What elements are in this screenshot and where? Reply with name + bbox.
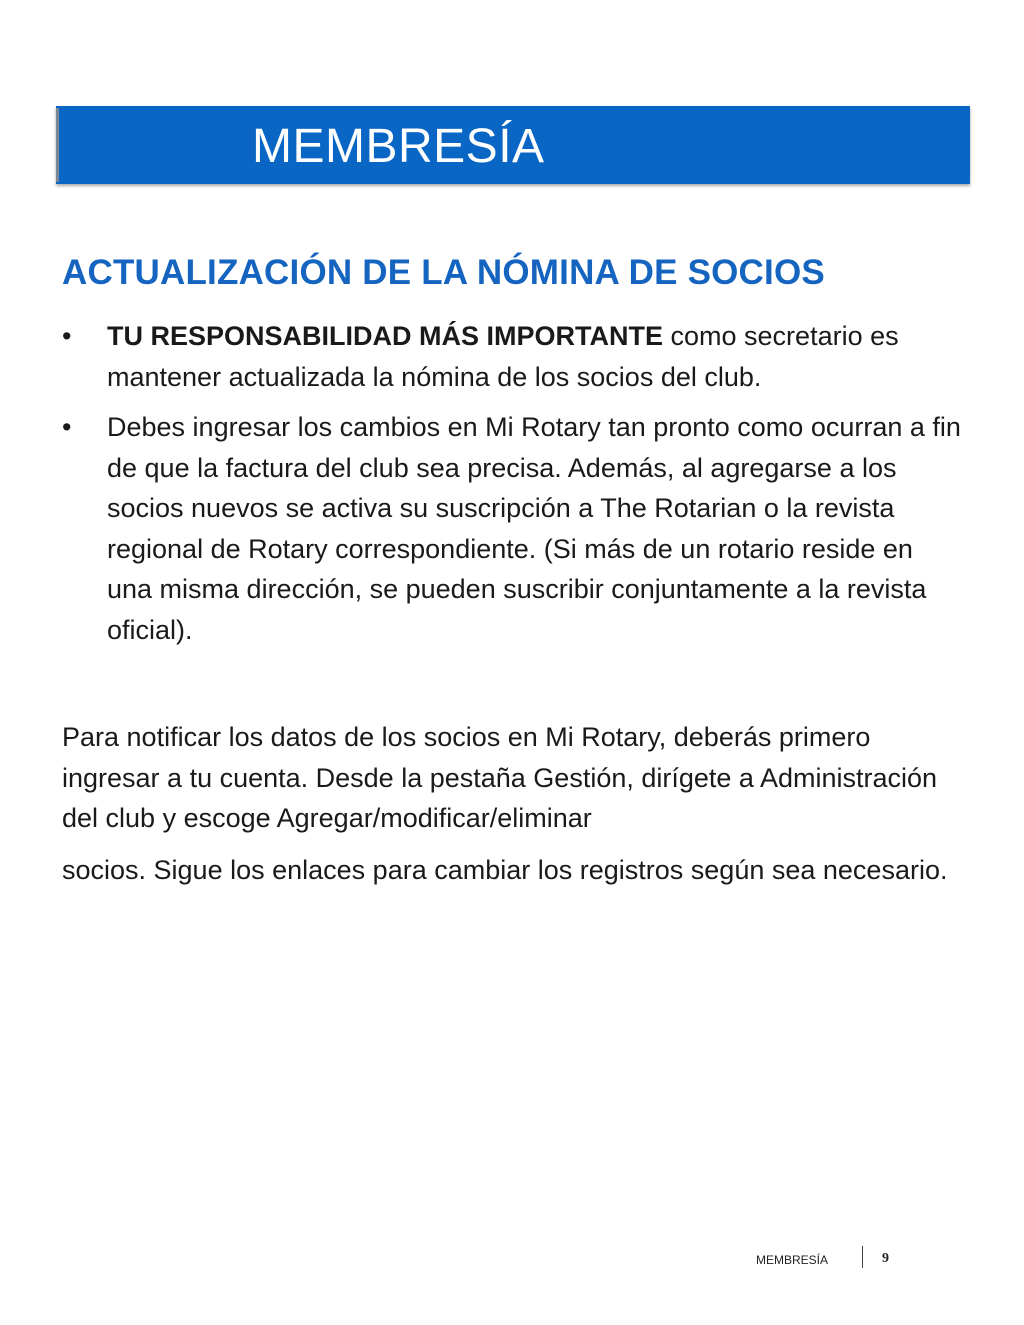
bullet-text: como secretario es mantener actualizada la nómina de los socios del club. (107, 321, 899, 392)
banner-edge (56, 108, 59, 182)
bullet-icon: • (62, 321, 72, 351)
bullet-emphasis: TU RESPONSABILIDAD MÁS IMPORTANTE (107, 321, 664, 351)
body-paragraph: socios. Sigue los enlaces para cambiar los registros según sea necesario. (62, 855, 948, 885)
body-paragraph: Para notificar los datos de los socios en Mi Rotary, deberás primero ingresar a tu cuenta. Desde la pestaña Gestión, dirígete a Administración del club y escoge Agregar/modificar/eliminar (62, 722, 938, 833)
page-title: MEMBRESÍA (252, 120, 545, 173)
bullet-item (62, 407, 962, 650)
footer-divider (862, 1246, 863, 1268)
page-number: 9 (882, 1251, 889, 1266)
bullet-icon: • (62, 412, 72, 442)
bullet-text: Debes ingresar los cambios en Mi Rotary tan pronto como ocurran a fin de que la factura del club sea precisa. Además, al agregarse a los socios nuevos se activa su suscripción a The Rotarian o la revista regional de Rotary correspondiente. (Si más de un rotario reside en una misma dirección, se pueden suscribir conjuntamente a la revista oficial). (107, 412, 961, 645)
bullet-list (62, 316, 962, 660)
footer-section-label: MEMBRESÍA (756, 1253, 829, 1267)
section-heading: ACTUALIZACIÓN DE LA NÓMINA DE SOCIOS (62, 253, 825, 292)
bullet-item (62, 316, 962, 397)
